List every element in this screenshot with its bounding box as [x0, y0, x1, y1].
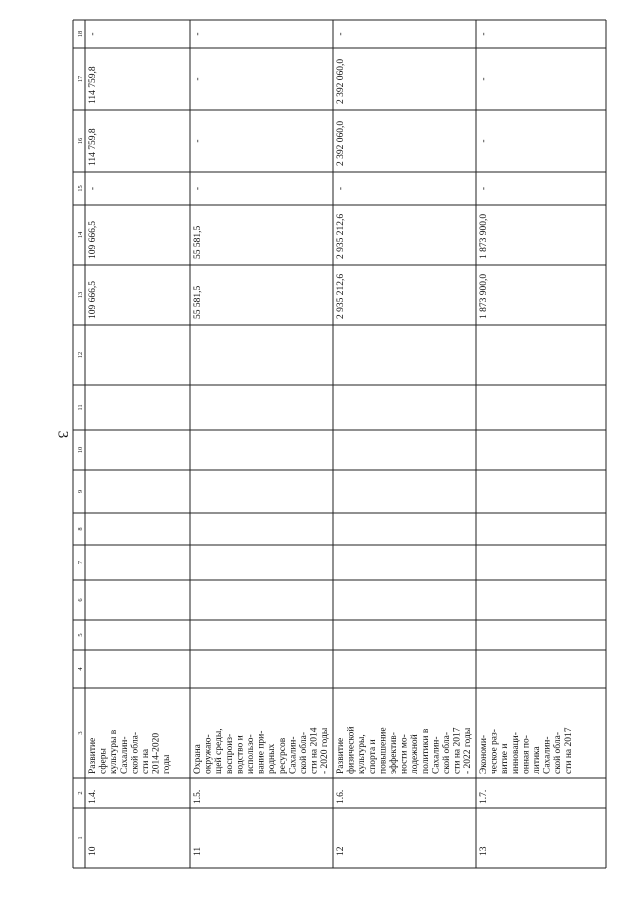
row-name-line: политики в [420, 728, 431, 774]
cell-c15: - [88, 186, 98, 191]
row-code: 1.4. [88, 789, 98, 804]
row-name-line: эффектив- [389, 732, 399, 774]
row-name-line: вание при- [256, 730, 267, 774]
cell-c15: - [193, 186, 203, 191]
row-name-line: Сахалин- [431, 736, 442, 774]
table-row [88, 32, 172, 856]
column-number-6: 6 [77, 598, 84, 602]
row-name-line: литика [532, 746, 542, 774]
row-name-line: окружаю- [203, 734, 214, 774]
cell-c18: - [336, 32, 346, 36]
table-row [193, 32, 330, 856]
row-name-line: щей среды, [214, 728, 225, 774]
row-name-line: спорта и [367, 739, 378, 774]
cell-c16: - [193, 139, 203, 143]
cell-c15: - [479, 186, 489, 191]
column-number-12: 12 [77, 351, 84, 359]
row-number: 12 [336, 846, 346, 856]
column-number-17: 17 [77, 75, 84, 83]
column-number-2: 2 [77, 791, 84, 795]
column-number-7: 7 [77, 560, 84, 565]
row-name-line: витие и [500, 743, 511, 774]
cell-c14: 2 935 212,6 [336, 213, 346, 259]
column-number-3: 3 [77, 731, 84, 735]
row-code: 1.7. [479, 789, 489, 804]
row-name-line: - 2022 годы [463, 727, 474, 774]
row-name-line: ности мо- [399, 734, 410, 774]
cell-c17: 2 392 060,0 [336, 58, 346, 104]
row-name-line: сферы [98, 748, 109, 774]
cell-c15: - [336, 186, 346, 191]
row-name-line: родных [267, 743, 278, 774]
row-name-line: ресурсов [277, 737, 288, 774]
cell-c13: 2 935 212,6 [336, 273, 346, 319]
row-name-line: Развитие [88, 737, 98, 774]
column-number-15: 15 [77, 185, 84, 192]
column-number-8: 8 [77, 527, 84, 531]
row-name-line: Сахалин- [119, 736, 130, 774]
table-row [336, 32, 473, 856]
cell-c18: - [88, 32, 98, 36]
row-name-line: - 2020 годы [320, 727, 331, 774]
cell-c13: 109 666,5 [88, 281, 98, 319]
row-name-line: Охрана [193, 744, 203, 774]
column-number-16: 16 [77, 137, 84, 145]
row-name-line: ской обла- [553, 731, 564, 774]
column-number-14: 14 [77, 231, 84, 239]
row-name-line: 2014-2020 [151, 732, 162, 774]
column-number-5: 5 [77, 633, 84, 637]
cell-c16: - [479, 139, 489, 143]
column-number-10: 10 [77, 446, 84, 454]
cell-c17: - [193, 77, 203, 81]
row-name-line: культуры в [109, 729, 120, 774]
cell-c13: 1 873 900,0 [479, 273, 489, 319]
column-number-header [77, 31, 84, 840]
cell-c14: 109 666,5 [88, 221, 98, 259]
row-name-line: воспроиз- [224, 733, 235, 774]
column-number-18: 18 [77, 30, 84, 38]
column-number-13: 13 [77, 291, 84, 299]
cell-c13: 55 581,5 [193, 285, 203, 319]
row-name-line: онная по- [521, 735, 532, 774]
row-name-line: водство и [235, 735, 246, 774]
row-name-line: сти на [141, 748, 151, 774]
cell-c14: 55 581,5 [193, 225, 203, 259]
row-name-line: лодежной [410, 734, 421, 774]
row-number: 10 [88, 846, 98, 856]
cell-c16: 2 392 060,0 [336, 120, 346, 166]
cell-c17: 114 759,8 [88, 66, 98, 104]
row-name-line: Экономи- [479, 734, 489, 774]
row-name-line: Развитие [336, 737, 346, 774]
cell-c16: 114 759,8 [88, 128, 98, 166]
row-name-line: сти на 2017 [563, 727, 574, 774]
row-name-line: ской обла- [442, 731, 452, 774]
row-name-line: Сахалин- [288, 736, 299, 774]
row-name-line: сти на 2014 [309, 727, 320, 774]
row-code: 1.5. [193, 789, 203, 804]
row-name-line: инноваци- [510, 732, 521, 774]
row-number: 11 [193, 846, 203, 856]
row-name-line: сти на 2017 [452, 727, 463, 774]
row-name-line: ской обла- [130, 731, 141, 774]
column-number-9: 9 [77, 489, 84, 494]
table-cells [88, 32, 574, 856]
row-name-line: ческое раз- [489, 729, 500, 774]
column-number-11: 11 [77, 404, 84, 411]
column-number-1: 1 [77, 836, 84, 840]
page-number: 3 [54, 430, 71, 439]
row-code: 1.6. [336, 789, 346, 804]
row-name-line: повышение [378, 727, 389, 774]
cell-c14: 1 873 900,0 [479, 213, 489, 259]
row-name-line: физической [346, 726, 357, 774]
row-name-line: использо- [246, 734, 256, 774]
table-row [479, 32, 574, 856]
row-name-line: годы [162, 754, 173, 774]
row-number: 13 [479, 846, 489, 856]
column-number-4: 4 [77, 667, 84, 671]
cell-c17: - [479, 77, 489, 81]
cell-c18: - [193, 32, 203, 36]
row-name-line: ской обла- [299, 731, 309, 774]
cell-c18: - [479, 32, 489, 36]
row-name-line: Сахалин- [542, 736, 553, 774]
row-name-line: культуры, [357, 734, 368, 774]
